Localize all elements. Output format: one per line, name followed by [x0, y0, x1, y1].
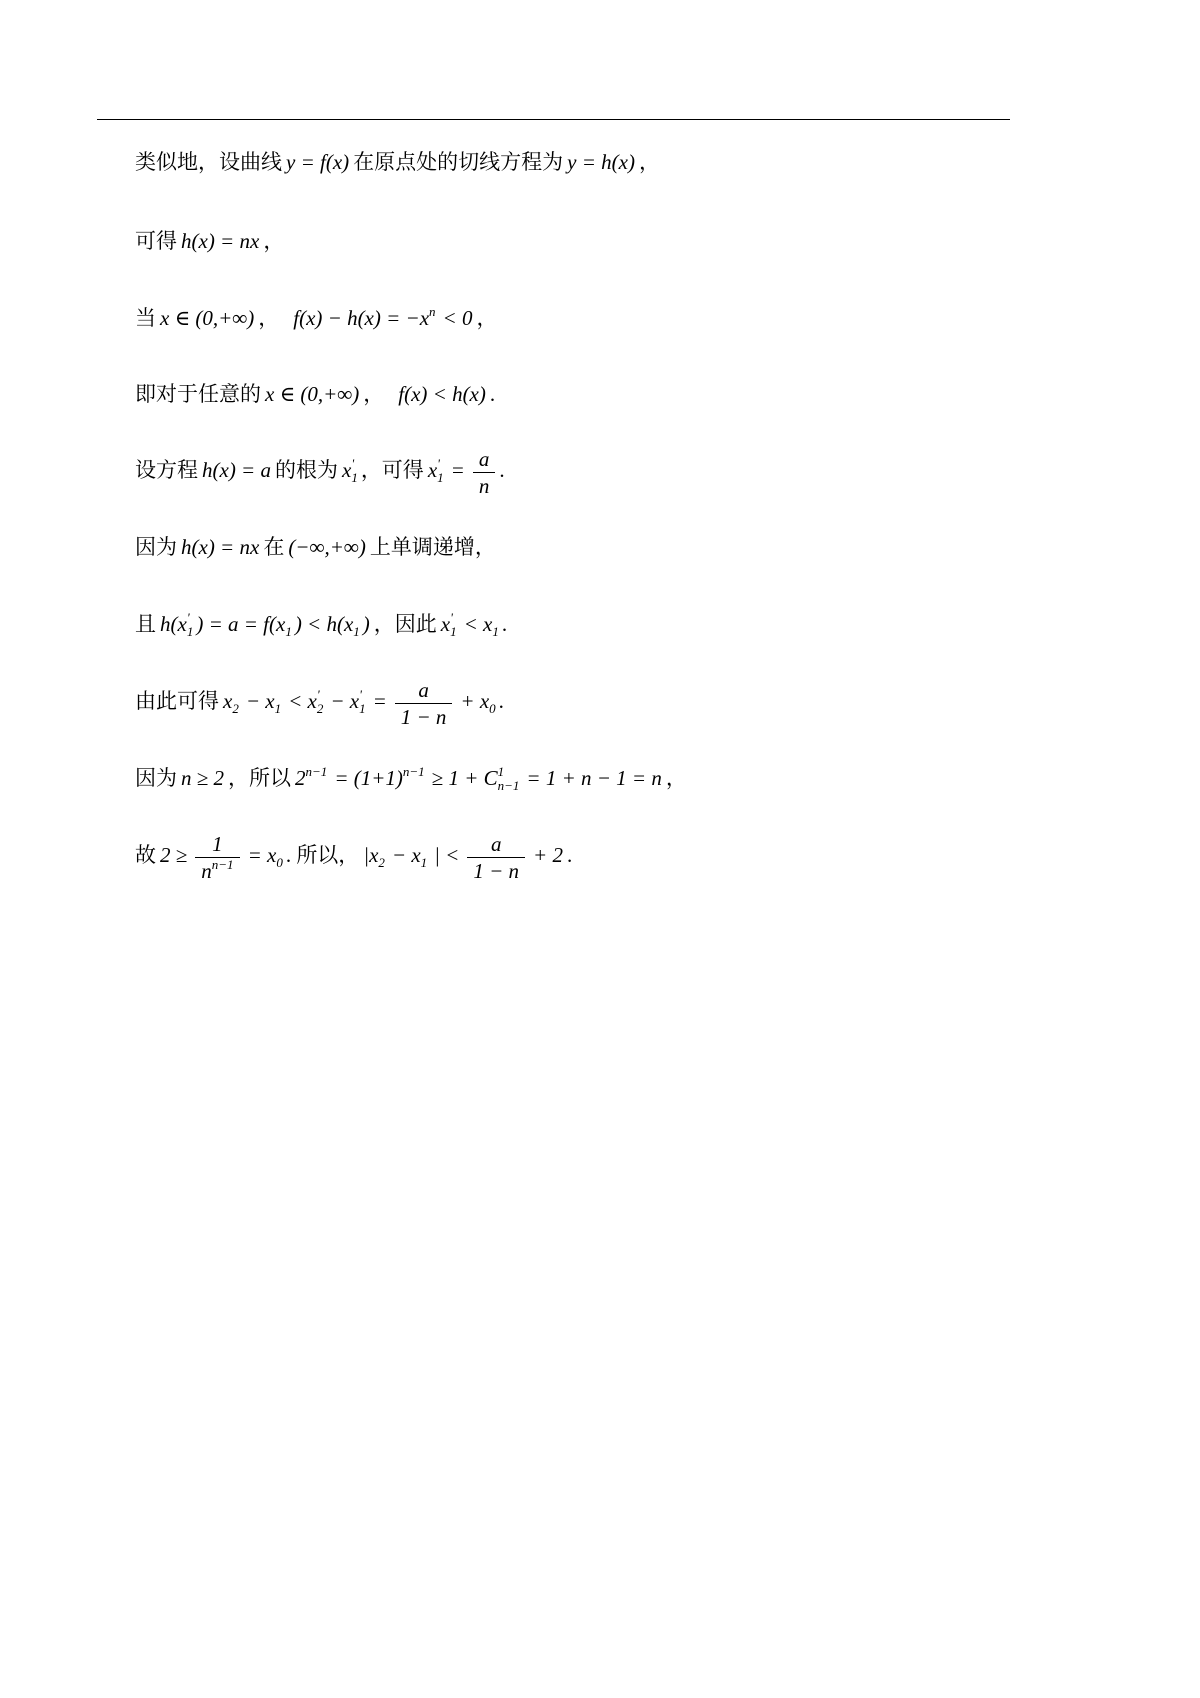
text-run: .: [489, 382, 496, 406]
math-expression: h(x) = a: [202, 458, 271, 482]
text-run: 因为: [135, 766, 177, 790]
prime-mark: ': [450, 610, 453, 625]
math-expression: 2 ≥: [160, 843, 188, 867]
solution-line-7: [135, 609, 507, 639]
subscript: 2: [232, 701, 239, 716]
math-expression: n ≥ 2: [181, 766, 225, 790]
text-run: ，: [363, 382, 385, 406]
sub-superscript: [187, 611, 194, 639]
subscript: 1: [274, 701, 282, 716]
math-expression: y = f(x): [286, 150, 350, 174]
subscript: 1: [420, 855, 428, 870]
solution-line-10: [135, 831, 573, 883]
prime-mark: ': [359, 687, 362, 702]
fraction-numerator: a: [395, 677, 453, 704]
text-run: 类似地，设曲线: [135, 150, 282, 174]
sub-superscript: [359, 688, 366, 716]
fraction-numerator: 1: [195, 831, 239, 858]
fraction-denominator: n: [478, 473, 490, 498]
math-expression: ): [362, 612, 370, 636]
text-run: .: [566, 843, 573, 867]
math-expression: + 2: [533, 843, 563, 867]
sub-superscript: [317, 688, 324, 716]
sub-superscript: [351, 457, 358, 485]
superscript: n−1: [402, 764, 425, 779]
math-expression: x ∈ (0,+∞): [160, 306, 255, 330]
math-expression: − x: [330, 689, 360, 713]
solution-line-8: [135, 677, 504, 729]
text-run: 设方程: [135, 458, 198, 482]
fraction-numerator: a: [467, 831, 525, 858]
math-expression: ) = a = f(x: [196, 612, 286, 636]
fraction: [195, 831, 239, 884]
subscript: 1: [351, 470, 358, 485]
math-expression: 2: [295, 766, 306, 790]
subscript: 1: [437, 470, 444, 485]
solution-line-5: [135, 446, 505, 498]
text-run: ，: [665, 766, 687, 790]
text-run: 的根为: [274, 458, 338, 482]
solution-line-9: [135, 763, 687, 793]
text-run: ，: [263, 229, 285, 253]
text-run: ，: [258, 306, 280, 330]
text-run: ，因此: [373, 612, 437, 636]
solution-line-1: [135, 147, 660, 177]
text-run: ，可得: [360, 458, 424, 482]
solution-line-3: [135, 303, 497, 333]
text-run: .: [501, 612, 508, 636]
math-expression: h(x: [160, 612, 187, 636]
math-expression: < 0: [442, 306, 473, 330]
prime-mark: ': [437, 456, 440, 471]
math-expression: |x: [363, 843, 379, 867]
math-expression: | <: [434, 843, 460, 867]
subscript: 0: [276, 855, 283, 870]
subscript: 1: [450, 624, 457, 639]
math-expression: = (1+1): [334, 766, 403, 790]
fraction-denominator: 1 − n: [400, 704, 447, 729]
math-expression: f(x) − h(x) = −x: [293, 306, 430, 330]
prime-mark: ': [316, 687, 320, 702]
math-expression: < x: [463, 612, 493, 636]
solution-line-6: [135, 532, 496, 562]
math-expression: + x: [460, 689, 490, 713]
superscript: n−1: [305, 764, 328, 779]
math-expression: ) < h(x: [294, 612, 354, 636]
fraction-numerator: a: [473, 446, 496, 473]
superscript: n: [429, 304, 436, 319]
fraction: [395, 677, 453, 730]
math-expression: x: [341, 458, 352, 482]
math-expression: = 1 + n − 1 = n: [526, 766, 662, 790]
subscript: 1: [285, 624, 292, 639]
superscript: 1: [497, 764, 505, 779]
text-run: .: [499, 458, 505, 482]
text-run: 且: [135, 612, 156, 636]
math-expression: =: [450, 458, 465, 482]
text-run: 当: [135, 306, 156, 330]
subscript: 1: [359, 701, 366, 716]
math-expression: (−∞,+∞): [288, 535, 366, 559]
text-run: .: [498, 689, 504, 713]
fraction: [467, 831, 525, 884]
fraction: [473, 446, 496, 499]
subscript: 1: [492, 624, 499, 639]
prime-mark: ': [351, 456, 355, 471]
text-run: ，所以: [228, 766, 292, 790]
sub-superscript: [498, 765, 520, 793]
math-expression: y = h(x): [567, 150, 635, 174]
math-expression: f(x) < h(x): [398, 382, 486, 406]
math-expression: = x: [247, 843, 277, 867]
math-expression: h(x) = nx: [181, 229, 260, 253]
math-expression: x: [223, 689, 233, 713]
solution-line-4: [135, 379, 495, 409]
text-run: 故: [135, 843, 156, 867]
math-expression: x ∈ (0,+∞): [265, 382, 360, 406]
subscript: 1: [353, 624, 360, 639]
subscript: n−1: [497, 778, 520, 793]
subscript: 2: [316, 701, 324, 716]
denominator-base: n: [201, 858, 212, 883]
subscript: 1: [186, 624, 194, 639]
text-run: ，: [476, 306, 498, 330]
text-run: 即对于任意的: [135, 382, 261, 406]
text-run: 因为: [135, 535, 177, 559]
math-expression: x: [440, 612, 451, 636]
text-run: 可得: [135, 229, 177, 253]
solution-line-2: [135, 226, 284, 256]
prime-mark: ': [186, 610, 190, 625]
math-expression: x: [427, 458, 438, 482]
text-run: 上单调递增，: [369, 535, 496, 559]
text-run: 由此可得: [135, 689, 219, 713]
math-expression: =: [372, 689, 387, 713]
text-run: ，: [638, 150, 660, 174]
sub-superscript: [437, 457, 444, 485]
superscript: n−1: [211, 856, 234, 872]
subscript: 2: [378, 855, 385, 870]
subscript: 0: [489, 701, 496, 716]
sub-superscript: [450, 611, 457, 639]
text-run: 在原点处的切线方程为: [353, 150, 564, 174]
math-expression: − x: [245, 689, 275, 713]
math-expression: ≥ 1 + C: [431, 766, 498, 790]
math-expression: − x: [391, 843, 421, 867]
math-expression: h(x) = nx: [181, 535, 260, 559]
text-run: . 所以，: [285, 843, 360, 867]
header-rule: [97, 119, 1010, 120]
fraction-denominator: [195, 858, 239, 884]
math-expression: < x: [288, 689, 317, 713]
text-run: 在: [263, 535, 285, 559]
fraction-denominator: 1 − n: [473, 858, 520, 883]
